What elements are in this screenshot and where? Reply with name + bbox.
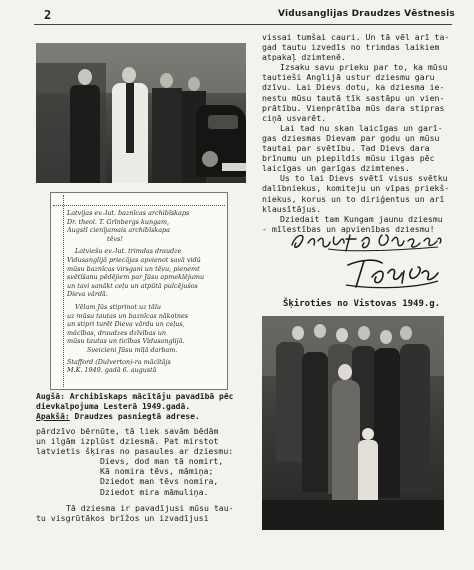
journal-title: Vidusanglijas Draudzes Vēstnesis bbox=[278, 9, 455, 19]
caption-bottom-text: Draudzes pasniegtā adrese. bbox=[74, 412, 200, 421]
letter-line: Dieva vārdā. bbox=[67, 290, 108, 299]
paragraph-line: laicīgas un garīgas dzimtenes. bbox=[262, 163, 410, 174]
letter-line: tēvs! bbox=[107, 234, 123, 243]
archbishop-photo bbox=[36, 43, 246, 183]
poem-line: Dziedot mira māmuliņa. bbox=[100, 486, 209, 497]
paragraph-line: - mīlestības un apvienības dziesmu! bbox=[262, 223, 435, 234]
paragraph-line: dzīvu. Lai Dievs dotu, ka dziesma ie- bbox=[262, 82, 445, 93]
page-number: 2 bbox=[44, 8, 52, 22]
paragraph-line: tu visgrūtākos brīžos un izvadījusi bbox=[36, 512, 209, 523]
letter-line: uz mūsu tautas un baznīcas nākotnes bbox=[67, 311, 189, 320]
paragraph-line: tautieši Anglijā ustur dziesmu garu bbox=[262, 72, 435, 83]
letter-line: un stipri turēt Dieva vārdu un ceļus, bbox=[67, 320, 185, 329]
photo-caption bbox=[36, 392, 246, 422]
paragraph-line: atpakaļ dzimtenē. bbox=[262, 52, 346, 63]
header-rule bbox=[34, 24, 452, 25]
paragraph-line: Tā dziesma ir pavadījusi mūsu tau- bbox=[66, 502, 234, 513]
letter-line: Augstī cienījamais archibīskapa bbox=[67, 226, 170, 235]
paragraph-line: ciņā usvarēt. bbox=[262, 112, 327, 123]
letter-line: Vidusanglijā priecājas apvienot savā vidū bbox=[67, 255, 201, 264]
letter-line: svētīšanu pēdējiem par Jūsu apmeklējumu bbox=[67, 273, 205, 282]
letter-line: Latvijas ev.-lut. baznīcas archibīskaps bbox=[67, 209, 190, 217]
letter-border-left bbox=[53, 195, 64, 387]
paragraph-line: Us to lai Dievs svētī visus svētku bbox=[280, 173, 448, 184]
poem-line: Kā nomira tēvs, māmiņa; bbox=[100, 466, 214, 477]
paragraph-line: Izsaku savu prieku par to, ka mūsu bbox=[280, 62, 448, 73]
paragraph-line: latvietis šķiras no pasaules ar dziesmu: bbox=[36, 446, 234, 457]
signature-greeting-handwriting bbox=[288, 227, 448, 255]
letter-line: Vēlam Jūs stiprinot uz tālu bbox=[75, 302, 162, 311]
paragraph-line: un ilgām izplūst dziesmā. Pat mirstot bbox=[36, 436, 219, 447]
congregation-address-letter bbox=[50, 192, 228, 390]
letter-line: M.K. 1949. gadā 6. augustā bbox=[67, 366, 157, 375]
letter-line: Dr. theol. T. Grīnbergs kungam, bbox=[67, 217, 170, 226]
bottom-photo-heading: Šķiroties no Vistovas 1949.g. bbox=[283, 299, 441, 309]
paragraph-line: tautai par svētību. Tad Dievs dara bbox=[262, 143, 430, 154]
paragraph-line: gad tautu izvedīs no trimdas laikiem bbox=[262, 42, 440, 53]
letter-line: mūsu tautas un ticības Vidusanglijā. bbox=[67, 337, 185, 346]
letter-line: Sveicieni Jūsu mīļā darbam. bbox=[87, 345, 178, 354]
farewell-group-photo bbox=[262, 316, 444, 530]
letter-line: mūsu baznīcas virsgani un tēvu, pieņemt bbox=[67, 264, 200, 273]
letter-line: mācības, draudzes dzīvības un bbox=[67, 328, 166, 337]
paragraph-line: klausītājus. bbox=[262, 203, 322, 214]
paragraph-line: pārdzīvo bērnūte, tā liek savām bēdām bbox=[36, 426, 219, 436]
paragraph-line: dalībniekus, komiteju un vīpas priekš- bbox=[262, 183, 450, 194]
caption-top-text: Archibīskaps mācītāju pavadībā pēc dievkalpojuma Lesterā 1949.gadā. bbox=[36, 392, 234, 411]
paragraph-line: prātību. Vienprātība mūs dara stipras bbox=[262, 102, 445, 113]
letter-border-top bbox=[53, 195, 225, 206]
paragraph-line: niekus, korus un to diriģentus un arī bbox=[262, 193, 445, 204]
caption-top-label: Augšā: bbox=[36, 392, 65, 401]
paragraph-line: brīnumu un piepildīs mūsu ilgas pēc bbox=[262, 153, 435, 164]
paragraph-line: vissai tumšai cauri. Un tā vēl arī ta- bbox=[262, 32, 450, 42]
left-column-text bbox=[36, 426, 250, 523]
caption-bottom-label: Apakšā: bbox=[36, 412, 70, 421]
signature-name-handwriting bbox=[342, 255, 442, 291]
paragraph-line: Dziedait tam Kungam jaunu dziesmu bbox=[280, 213, 443, 224]
paragraph-line: Lai tad nu skan laicīgas un garī- bbox=[280, 122, 443, 133]
letter-line: un tavi sanākt ceļu un atpūtā pulcējušos bbox=[67, 281, 198, 290]
letter-line: Latviešu ev.-lut. trimdas draudze bbox=[75, 247, 182, 256]
paragraph-line: gas dziesmas Dievam par godu un mūsu bbox=[262, 132, 440, 143]
poem-line: Dziedot man tēvs nomira, bbox=[100, 476, 219, 487]
right-column-text bbox=[262, 32, 456, 234]
poem-line: Dievs, dod man tā nomirt, bbox=[100, 456, 224, 467]
paragraph-line: nestu mūsu tautā tīk sastāpu un vien- bbox=[262, 92, 445, 103]
letter-line: Stafford (Dulverton)-ra mācītājs bbox=[67, 357, 171, 366]
